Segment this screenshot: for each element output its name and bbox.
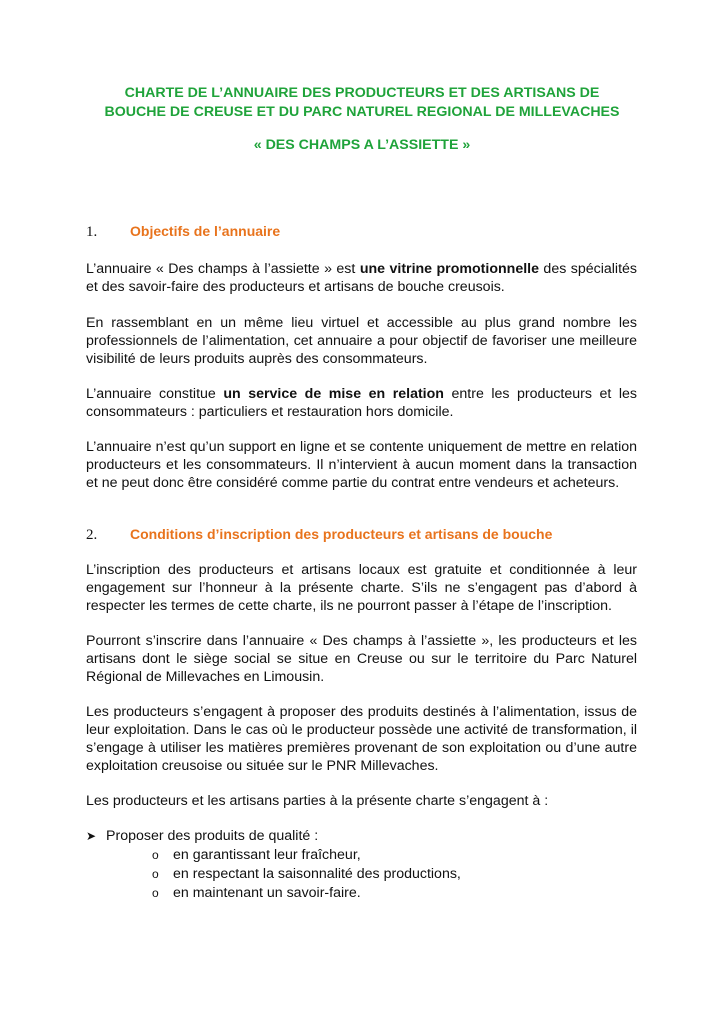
bullet-text: Proposer des produits de qualité : [106,828,319,844]
section-1-paragraph-1 [86,260,637,296]
section-1-paragraph-3 [86,385,637,421]
sub-list-text: en maintenant un savoir-faire. [173,885,361,901]
section-1-heading [86,223,280,241]
section-2-paragraph-3: Les producteurs s’engagent à proposer des produits destinés à l’alimentation, issus de leur exploitation. Dans le cas où le producteur possède une activité de transformation, il s’engage à utiliser les matières premières provenant de son exploitation ou d’une autre exploitation creusoise ou située sur le PNR Millevaches. [86,704,637,774]
section-2-title: Conditions d’inscription des producteurs et artisans de bouche [130,526,553,542]
paragraph-bold-text: une vitrine promotionnelle [359,261,539,277]
sub-list-item [152,866,461,882]
circle-bullet-icon: o [152,886,159,900]
section-2-number: 2. [86,527,98,543]
bullet-item [86,828,318,844]
section-2-heading [86,526,552,544]
paragraph-bold-text: un service de mise en relation [223,386,444,402]
title-line-2: BOUCHE DE CREUSE ET DU PARC NATUREL REGIONAL DE MILLEVACHES [104,104,620,120]
sub-list-text: en respectant la saisonnalité des productions, [173,866,461,882]
paragraph-text: L’annuaire « Des champs à l’assiette » est [86,261,360,277]
circle-bullet-icon: o [152,848,159,862]
section-1-number: 1. [86,224,98,240]
paragraph-text: L’annuaire constitue [86,386,224,402]
paragraph-text: des spécialités et des savoir-faire des producteurs et artisans de bouche creusois. [86,261,638,295]
document-title [60,84,664,122]
sub-list-text: en garantissant leur fraîcheur, [173,847,361,863]
section-1-title: Objectifs de l’annuaire [130,223,281,239]
sub-list-item [152,885,361,901]
section-2-paragraph-2: Pourront s’inscrire dans l’annuaire « Des champs à l’assiette », les producteurs et les artisans dont le siège social se situe en Creuse ou sur le territoire du Parc Naturel Régional de Millevaches en Limousin. [86,633,637,685]
document-subtitle: « DES CHAMPS A L’ASSIETTE » [253,137,471,153]
section-1-paragraph-2: En rassemblant en un même lieu virtuel et accessible au plus grand nombre les professionnels de l’alimentation, cet annuaire a pour objectif de favoriser une meilleure visibilité de leurs produits auprès des consommateurs. [86,315,637,367]
circle-bullet-icon: o [152,867,159,881]
section-1-paragraph-4: L’annuaire n’est qu’un support en ligne et se contente uniquement de mettre en relation producteurs et les consommateurs. Il n’intervient à aucun moment dans la transaction et ne peut donc être considéré comme partie du contrat entre vendeurs et acheteurs. [86,439,637,491]
sub-list-item [152,847,361,863]
arrow-bullet-icon: ➤ [86,829,97,843]
section-2-paragraph-1: L’inscription des producteurs et artisans locaux est gratuite et conditionnée à leur engagement sur l’honneur à la présente charte. S’ils ne s’engagent pas d’abord à respecter les termes de cette charte, ils ne pourront passer à l’étape de l’inscription. [86,562,637,614]
section-2-paragraph-4: Les producteurs et les artisans parties à la présente charte s’engagent à : [86,793,549,809]
paragraph-text: entre les producteurs et les consommateurs : particuliers et restauration hors domicile. [86,386,638,420]
title-line-1: CHARTE DE L’ANNUAIRE DES PRODUCTEURS ET DES ARTISANS DE [124,85,600,101]
